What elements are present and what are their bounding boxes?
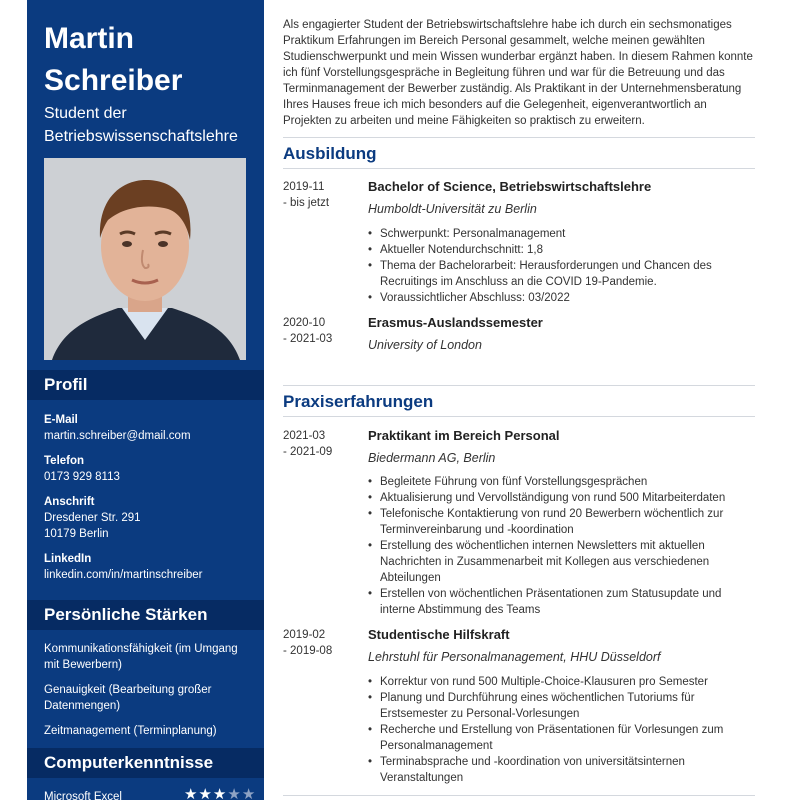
date-from: 2021-03 — [283, 430, 326, 442]
divider — [283, 137, 755, 138]
date-from: 2019-11 — [283, 181, 325, 193]
date-from: 2020-10 — [283, 317, 326, 329]
education-date — [283, 179, 353, 211]
address-line1: Dresdener Str. 291 — [44, 512, 141, 524]
address-line2: 10179 Berlin — [44, 528, 109, 540]
divider — [283, 416, 755, 417]
phone-label: Telefon — [44, 455, 85, 467]
experience-date — [283, 428, 353, 460]
list-item: • Thema der Bachelorarbeit: Herausforderungen und Chancen des Recruitings im Anschluss an die COVID 19-Pandemie. — [368, 258, 755, 290]
computer-skills-heading-text: Computerkenntnisse — [44, 753, 214, 772]
list-item: • Voraussichtlicher Abschluss: 03/2022 — [368, 290, 755, 306]
email-value[interactable]: martin.schreiber@dmail.com — [44, 430, 191, 442]
linkedin-block — [44, 551, 249, 583]
list-item: • Telefonische Kontaktierung von rund 20 Bewerbern wöchentlich zur Terminvereinbarung und -koordination — [368, 506, 755, 538]
last-name: Schreiber — [44, 64, 183, 97]
experience-org: Lehrstuhl für Personalmanagement, HHU Düsseldorf — [368, 650, 661, 664]
star-empty-icon: ★ — [241, 786, 257, 800]
experience-heading: Praxiserfahrungen — [283, 392, 434, 411]
date-to: - bis jetzt — [283, 197, 330, 209]
profile-heading — [27, 370, 264, 400]
education-date — [283, 315, 353, 347]
star-filled-icon: ★ — [212, 786, 228, 800]
candidate-name — [44, 18, 254, 102]
date-from: 2019-02 — [283, 629, 326, 641]
list-item: • Terminabsprache und -koordination von universitätsinternen Veranstaltungen — [368, 754, 755, 786]
profile-photo — [44, 158, 246, 360]
star-empty-icon: ★ — [227, 786, 242, 800]
first-name: Martin — [44, 22, 134, 55]
experience-title: Studentische Hilfskraft — [368, 627, 510, 642]
strengths-heading-text: Persönliche Stärken — [44, 605, 208, 624]
experience-title: Praktikant im Bereich Personal — [368, 428, 560, 443]
skill-name: Microsoft Excel — [44, 791, 122, 800]
list-item: • Begleitete Führung von fünf Vorstellungsgesprächen — [368, 474, 755, 490]
intro-paragraph: Als engagierter Student der Betriebswirtschaftslehre habe ich durch ein sechsmonatiges Praktikum Erfahrungen im Bereich Personal gesammelt, welche meinen gewählten Studienschwerpunkt und mein Wissen wunderbar ergänzt haben. In diesem Rahmen konnte ich fünf Vorstellungsgespräche in Begleitung führen und war für die Betreuung und das Terminmanagement der Bewerber zuständig. Als Praktikant in der Unternehmensberatung Ihres Hauses freue ich mich besonders auf die Gelegenheit, eigenverantwortlich an Projekten zu arbeiten und meine Fähigkeiten so praktisch zu erweitern. — [283, 19, 753, 127]
date-to: - 2021-03 — [283, 333, 333, 345]
education-title: Erasmus-Auslandssemester — [368, 315, 543, 330]
education-heading: Ausbildung — [283, 144, 377, 163]
linkedin-value[interactable]: linkedin.com/in/martinschreiber — [44, 569, 203, 581]
linkedin-label: LinkedIn — [44, 553, 92, 565]
education-org: Humboldt-Universität zu Berlin — [368, 202, 537, 216]
divider — [283, 795, 755, 796]
candidate-subtitle: Student der Betriebswissenschaftslehre — [44, 105, 238, 145]
list-item: • Recherche und Erstellung von Präsentationen für Vorlesungen zum Personalmanagement — [368, 722, 755, 754]
skill-row — [44, 786, 257, 800]
education-title: Bachelor of Science, Betriebswirtschaftslehre — [368, 179, 652, 194]
divider — [283, 168, 755, 169]
list-item: • Aktualisierung und Vervollständigung von rund 500 Mitarbeiterdaten — [368, 490, 755, 506]
list-item: • Korrektur von rund 500 Multiple-Choice-Klausuren pro Semester — [368, 674, 755, 690]
list-item: • Planung und Durchführung eines wöchentlichen Tutoriums für Erstsemester zu Personal-Vorlesungen — [368, 690, 755, 722]
phone-block — [44, 453, 249, 485]
date-to: - 2019-08 — [283, 645, 333, 657]
education-org: University of London — [368, 338, 482, 352]
experience-org: Biedermann AG, Berlin — [368, 451, 496, 465]
main-column — [283, 0, 755, 800]
phone-value: 0173 929 8113 — [44, 471, 120, 483]
list-item: • Schwerpunkt: Personalmanagement — [368, 226, 755, 242]
address-block — [44, 494, 249, 542]
star-filled-icon: ★ — [184, 786, 199, 800]
experience-date — [283, 627, 353, 659]
email-label: E-Mail — [44, 414, 78, 426]
list-item: • Aktueller Notendurchschnitt: 1,8 — [368, 242, 755, 258]
experience-bullets — [368, 674, 755, 786]
divider — [283, 385, 755, 386]
skill-rating — [184, 787, 256, 800]
computer-skills-heading — [27, 748, 264, 778]
list-item: • Erstellung des wöchentlichen internen Newsletters mit aktuellen Nachrichten in Zusammenarbeit mit Kollegen aus verschiedenen Abteilungen — [368, 538, 755, 586]
portrait-illustration — [44, 158, 246, 360]
strength-item: Kommunikationsfähigkeit (im Umgang mit Bewerbern) — [44, 643, 238, 671]
education-bullets — [368, 226, 755, 306]
email-block — [44, 412, 249, 444]
experience-bullets — [368, 474, 755, 618]
list-item: • Erstellen von wöchentlichen Präsentationen zum Statusupdate und interne Abstimmung des Teams — [368, 586, 755, 618]
address-label: Anschrift — [44, 496, 95, 508]
sidebar — [27, 0, 264, 800]
profile-heading-text: Profil — [44, 375, 88, 394]
star-filled-icon: ★ — [198, 786, 213, 800]
strength-item: Zeitmanagement (Terminplanung) — [44, 725, 217, 737]
strengths-heading — [27, 600, 264, 630]
date-to: - 2021-09 — [283, 446, 333, 458]
strength-item: Genauigkeit (Bearbeitung großer Datenmengen) — [44, 684, 212, 712]
